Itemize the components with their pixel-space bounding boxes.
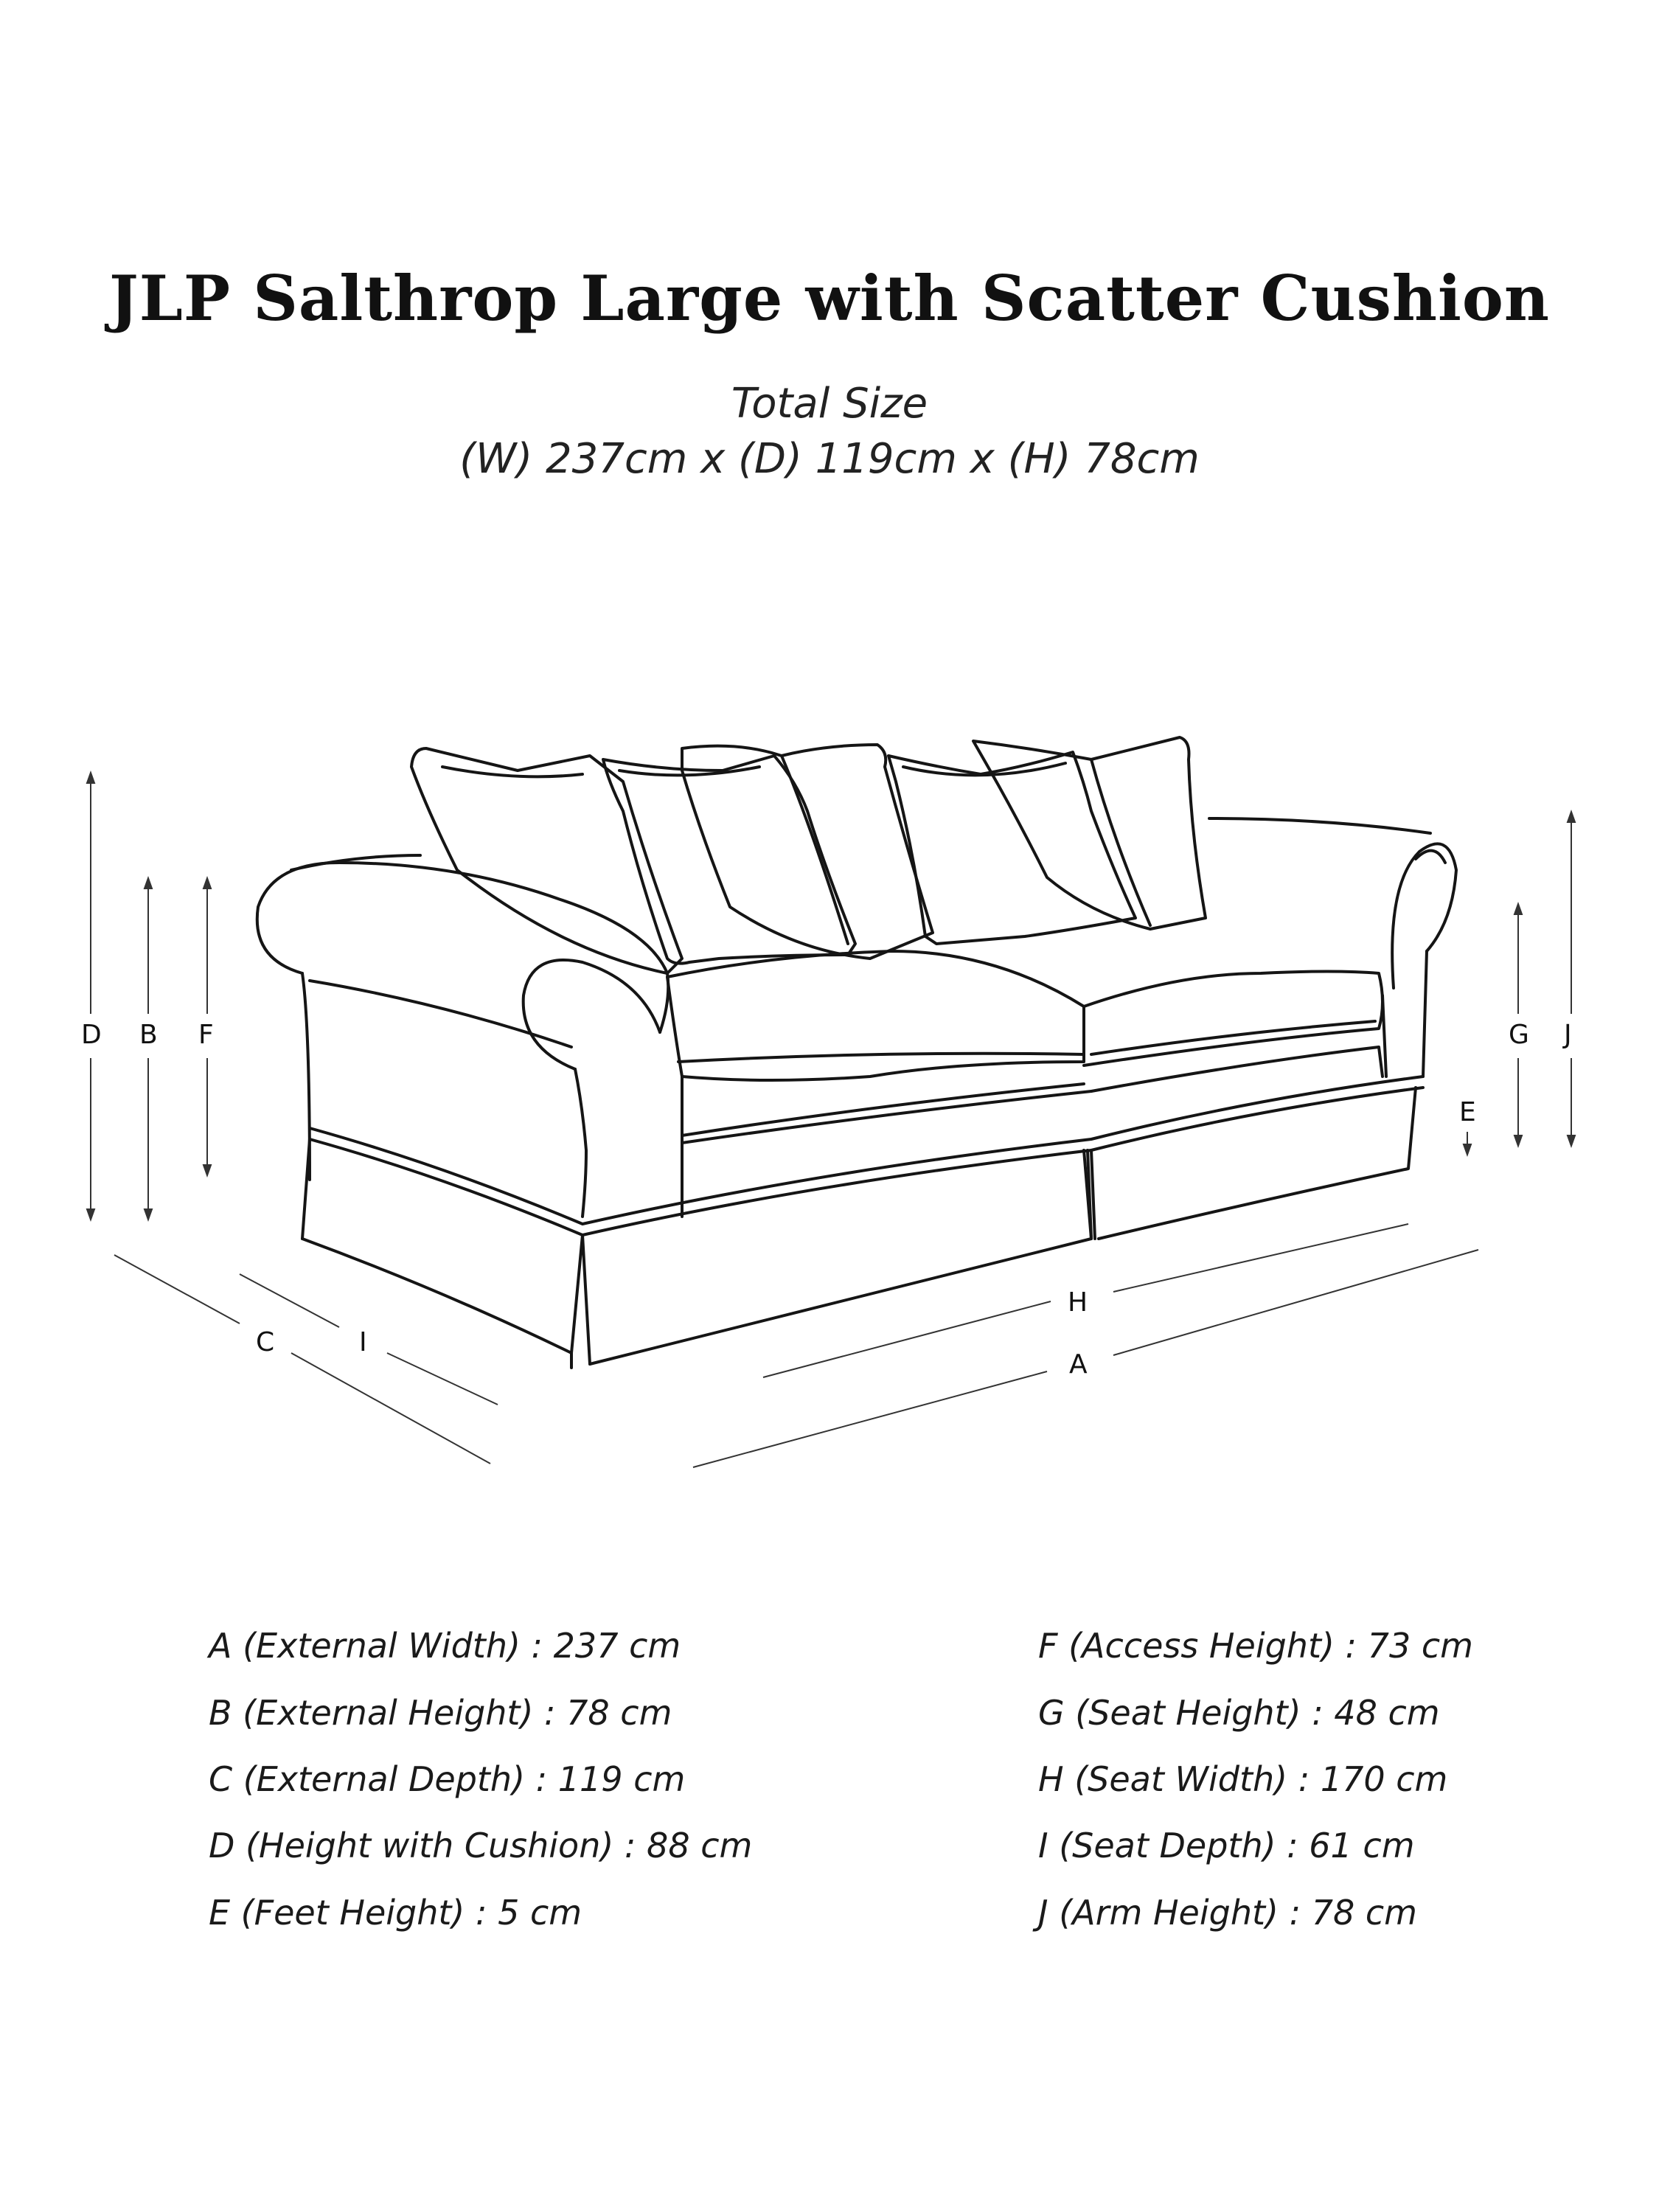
label-F: F — [198, 1020, 214, 1050]
spec-external-depth: C (External Depth) : 119 cm — [209, 1759, 686, 1799]
spec-feet-height: E (Feet Height) : 5 cm — [209, 1893, 582, 1933]
spec-seat-height: G (Seat Height) : 48 cm — [1038, 1693, 1440, 1733]
label-G: G — [1509, 1020, 1529, 1050]
product-title: JLP Salthrop Large with Scatter Cushion — [109, 262, 1550, 335]
total-size-label: Total Size — [731, 380, 928, 428]
spec-access-height: F (Access Height) : 73 cm — [1038, 1626, 1473, 1666]
spec-external-height: B (External Height) : 78 cm — [209, 1693, 672, 1733]
spec-seat-width: H (Seat Width) : 170 cm — [1038, 1759, 1448, 1799]
label-C: C — [256, 1327, 275, 1357]
label-J: J — [1564, 1020, 1572, 1050]
label-I: I — [359, 1327, 367, 1357]
label-E: E — [1459, 1097, 1476, 1127]
spec-arm-height: J (Arm Height) : 78 cm — [1038, 1893, 1417, 1933]
total-size-dimensions: (W) 237cm x (D) 119cm x (H) 78cm — [459, 435, 1200, 483]
sofa-outline — [257, 737, 1456, 1368]
label-H: H — [1068, 1287, 1088, 1318]
spec-height-with-cushion: D (Height with Cushion) : 88 cm — [209, 1826, 753, 1865]
label-D: D — [81, 1020, 102, 1050]
label-A: A — [1069, 1349, 1088, 1380]
spec-seat-depth: I (Seat Depth) : 61 cm — [1038, 1826, 1415, 1865]
spec-external-width: A (External Width) : 237 cm — [209, 1626, 681, 1666]
label-B: B — [139, 1020, 158, 1050]
